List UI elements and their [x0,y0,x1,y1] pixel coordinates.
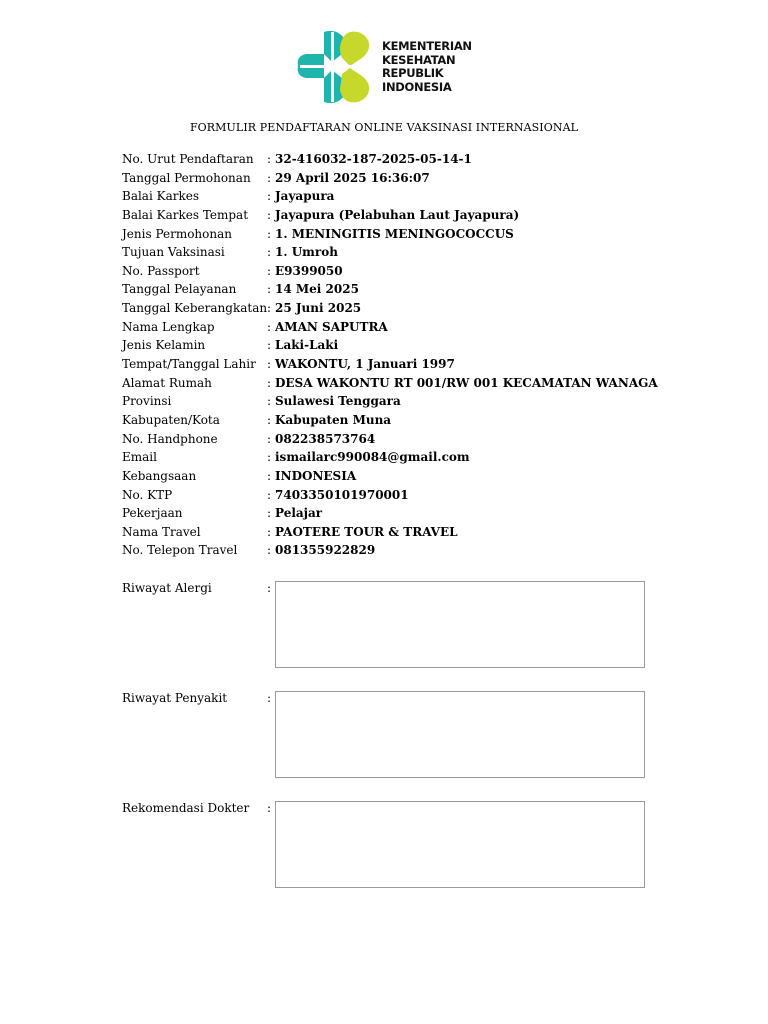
field-colon: : [267,170,272,185]
riwayat-penyakit-label: Riwayat Penyakit [122,691,228,705]
field-colon: : [267,431,272,446]
field-label: Provinsi [122,394,172,409]
field-row [122,280,658,299]
field-colon: : [267,487,272,502]
field-row [122,169,658,188]
field-row [122,374,658,393]
logo-line: KEMENTERIAN [382,39,472,53]
logo-line: INDONESIA [382,79,452,94]
field-label: Email [122,450,157,465]
field-colon: : [267,394,272,409]
field-colon: : [267,263,272,278]
ministry-logo [296,28,476,106]
field-row [122,150,658,169]
field-colon: : [267,450,272,465]
field-colon: : [267,282,272,297]
field-value: 1. Umroh [275,245,338,260]
ministry-emblem-icon [296,28,376,106]
field-row [122,392,658,411]
field-label: Balai Karkes Tempat [122,207,249,222]
field-colon: : [267,338,272,353]
field-label: No. KTP [122,487,173,502]
field-colon: : [267,357,272,372]
form-title: FORMULIR PENDAFTARAN ONLINE VAKSINASI INTERNASIONAL [189,121,579,134]
field-row [122,467,658,486]
field-label: Nama Lengkap [122,319,215,334]
field-label: No. Passport [122,263,200,278]
field-value: AMAN SAPUTRA [275,319,388,334]
field-row [122,299,658,318]
field-label: Tanggal Pelayanan [122,282,237,297]
field-colon: : [267,319,272,334]
riwayat-alergi-box [275,581,645,668]
field-row [122,318,658,337]
field-row [122,411,658,430]
field-colon: : [267,581,272,595]
field-row [122,336,658,355]
field-value: Jayapura (Pelabuhan Laut Jayapura) [275,207,520,222]
field-label: Tujuan Vaksinasi [122,245,225,260]
field-value: Sulawesi Tenggara [275,394,401,409]
rekomendasi-dokter-label: Rekomendasi Dokter [122,801,250,815]
field-row [122,206,658,225]
field-value: Pelajar [275,506,323,521]
field-label: Pekerjaan [122,506,183,521]
field-colon: : [267,152,272,166]
field-colon: : [267,375,272,390]
field-row [122,541,658,560]
field-value: 14 Mei 2025 [275,282,359,297]
logo-line: KESEHATAN [382,52,456,67]
field-row [122,225,658,244]
field-value: WAKONTU, 1 Januari 1997 [275,357,455,372]
field-colon: : [267,543,272,558]
registration-fields [122,150,658,560]
riwayat-penyakit-box [275,691,645,778]
field-colon: : [267,506,272,521]
field-value: ismailarc990084@gmail.com [275,450,470,465]
field-row [122,486,658,505]
field-colon: : [267,301,272,316]
field-colon: : [267,207,272,222]
field-colon: : [267,524,272,539]
field-label: Kebangsaan [122,468,197,483]
field-value: 32-416032-187-2025-05-14-1 [275,152,472,166]
field-value: 1. MENINGITIS MENINGOCOCCUS [275,226,514,241]
field-label: Tanggal Keberangkatan [122,301,268,316]
field-label: Alamat Rumah [122,375,212,390]
field-row [122,448,658,467]
field-colon: : [267,226,272,241]
field-value: INDONESIA [275,468,357,483]
rekomendasi-dokter-box [275,801,645,888]
field-colon: : [267,468,272,483]
field-label: Tanggal Permohonan [122,170,251,185]
field-row [122,430,658,449]
field-colon: : [267,691,272,705]
field-label: Nama Travel [122,524,201,539]
field-value: E9399050 [275,263,343,278]
field-label: No. Urut Pendaftaran [122,152,254,166]
field-value: 25 Juni 2025 [275,301,362,316]
field-label: Jenis Kelamin [122,338,206,353]
field-label: Jenis Permohonan [122,226,232,241]
field-row [122,243,658,262]
field-value: DESA WAKONTU RT 001/RW 001 KECAMATAN WANAGA [275,375,658,390]
field-row [122,262,658,281]
field-value: PAOTERE TOUR & TRAVEL [275,524,458,539]
logo-wordmark [382,40,472,94]
logo-line: REPUBLIK [382,66,444,80]
field-value: Laki-Laki [275,338,339,353]
field-value: Kabupaten Muna [275,412,392,427]
field-row [122,523,658,542]
field-value: 081355922829 [275,543,376,558]
field-value: 7403350101970001 [275,487,409,502]
field-value: 082238573764 [275,431,376,446]
field-label: No. Telepon Travel [122,543,238,558]
field-row [122,187,658,206]
field-label: No. Handphone [122,431,218,446]
field-label: Tempat/Tanggal Lahir [122,357,256,372]
field-colon: : [267,189,272,204]
field-value: 29 April 2025 16:36:07 [275,170,430,185]
riwayat-alergi-label: Riwayat Alergi [122,581,212,595]
field-row [122,504,658,523]
field-value: Jayapura [275,189,335,204]
field-colon: : [267,245,272,260]
field-row [122,355,658,374]
field-label: Balai Karkes [122,189,200,204]
field-label: Kabupaten/Kota [122,412,220,427]
field-colon: : [267,412,272,427]
field-colon: : [267,801,272,815]
